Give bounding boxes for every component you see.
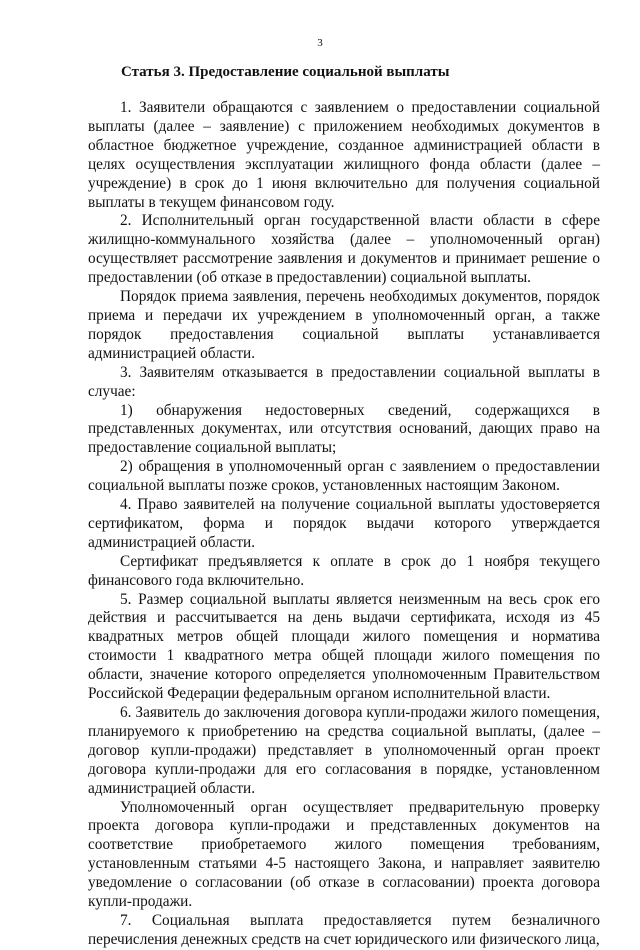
paragraph-4: 3. Заявителям отказывается в предоставлении социальной выплаты в случае:: [88, 363, 600, 400]
paragraph-1: 1. Заявители обращаются с заявлением о предоставлении социальной выплаты (далее – заявление) с приложением необходимых документов в областное бюджетное учреждение, созданное администрацией области в целях осуществления эксплуатации жилищного фонда области (далее – учреждение) в срок до 1 июня включительно для получения социальной выплаты в текущем финансовом году.: [88, 99, 600, 211]
paragraph-6: 2) обращения в уполномоченный орган с заявлением о предоставлении социальной выплаты позже сроков, установленных настоящим Законом.: [88, 458, 600, 495]
paragraph-9: 5. Размер социальной выплаты является неизменным на весь срок его действия и рассчитывается на день выдачи сертификата, исходя из 45 квадратных метров общей площади жилого помещения и норматива стоимости 1 квадратного метра общей площади жилого помещения по области, значение которого определяется уполномоченным Правительством Российской Федерации федеральным органом исполнительной власти.: [88, 590, 600, 703]
paragraph-10: 6. Заявитель до заключения договора купли-продажи жилого помещения, планируемого к приобретению на средства социальной выплаты, (далее – договор купли-продажи) представляет в уполномоченный орган проект договора купли-продажи для его согласования в порядке, установленном администрацией области.: [88, 704, 600, 797]
paragraph-8: Сертификат предъявляется к оплате в срок до 1 ноября текущего финансового года включительно.: [88, 552, 600, 589]
paragraph-12: 7. Социальная выплата предоставляется путем безналичного перечисления денежных средств на счет юридического или физического лица,: [88, 911, 600, 948]
paragraph-2: 2. Исполнительный орган государственной власти области в сфере жилищно-коммунального хозяйства (далее – уполномоченный орган) осуществляет рассмотрение заявления и документов и принимает решение о предоставлении (об отказе в предоставлении) социальной выплаты.: [88, 212, 600, 287]
article-body: [88, 99, 600, 950]
article-heading: Статья 3. Предоставление социальной выплаты: [121, 64, 450, 80]
paragraph-7: 4. Право заявителей на получение социальной выплаты удостоверяется сертификатом, форма и порядок выдачи которого утверждается администрацией области.: [88, 496, 600, 551]
paragraph-11: Уполномоченный орган осуществляет предварительную проверку проекта договора купли-продажи и представленных документов на соответствие приобретаемого жилого помещения требованиям, установленным статьями 4-5 настоящего Закона, и направляет заявителю уведомление о согласовании (об отказе в согласовании) проекта договора купли-продажи.: [88, 798, 600, 911]
page-number: 3: [317, 37, 323, 49]
paragraph-3: Порядок приема заявления, перечень необходимых документов, порядок приема и передачи их учреждением в уполномоченный орган, а также порядок предоставления социальной выплаты устанавливается администрацией области.: [88, 288, 600, 362]
paragraph-5: 1) обнаружения недостоверных сведений, содержащихся в представленных документах, или отсутствия оснований, дающих право на предоставление социальной выплаты;: [88, 401, 600, 457]
